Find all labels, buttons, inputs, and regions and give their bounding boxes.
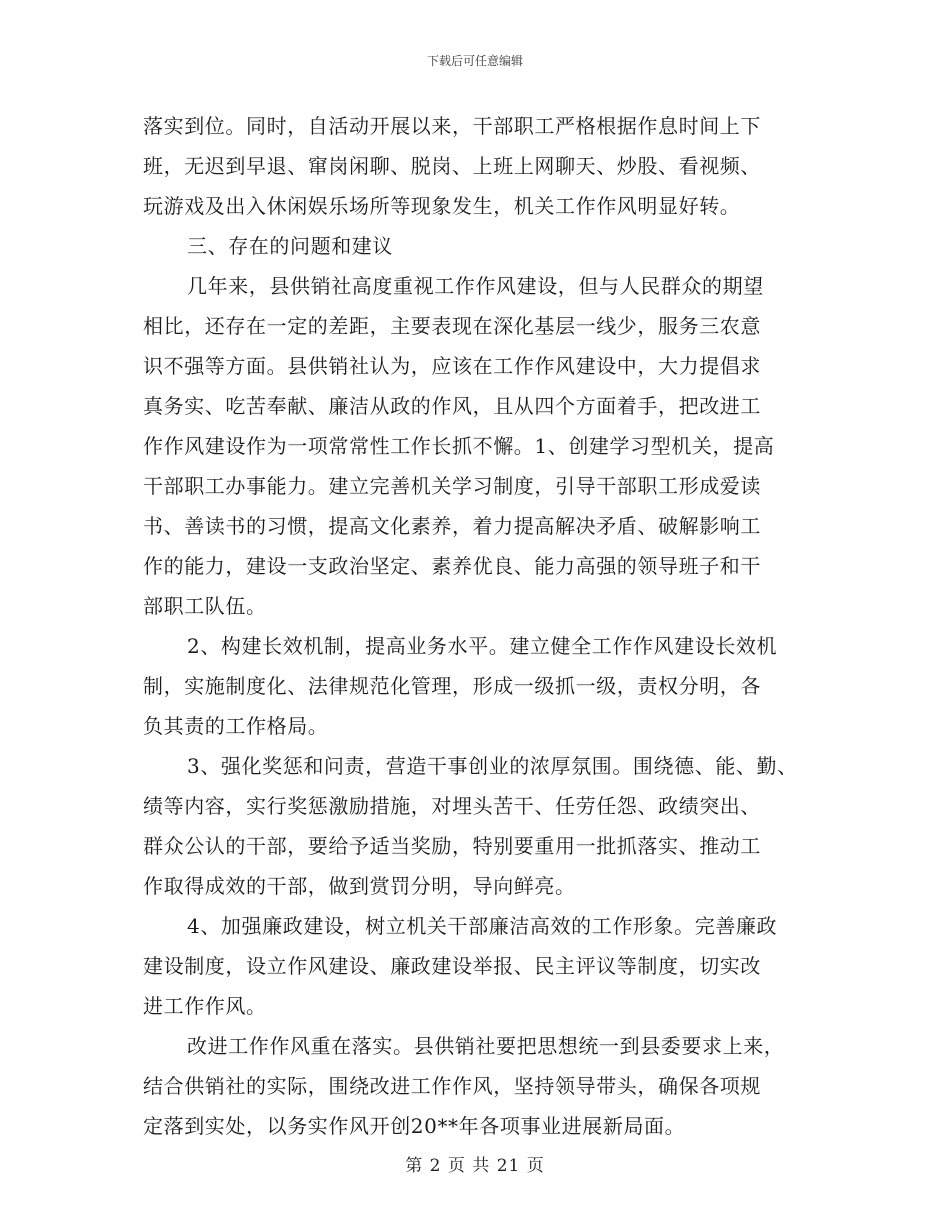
body-line: 群众公认的干部，要给予适当奖励，特别要重用一批抓落实、推动工 (143, 834, 761, 858)
body-line: 进工作作风。 (143, 994, 267, 1018)
body-line: 3、强化奖惩和问责，营造干事创业的浓厚氛围。围绕德、能、勤、 (187, 754, 798, 778)
body-line: 2、构建长效机制，提高业务水平。建立健全工作作风建设长效机 (187, 634, 778, 658)
body-line: 干部职工办事能力。建立完善机关学习制度，引导干部职工形成爱读 (143, 474, 761, 498)
body-line: 定落到实处，以务实作风开创20**年各项事业进展新局面。 (143, 1114, 686, 1138)
body-line: 作的能力，建设一支政治坚定、素养优良、能力高强的领导班子和干 (143, 554, 761, 578)
document-body (143, 106, 823, 1146)
body-line: 班，无迟到早退、窜岗闲聊、脱岗、上班上网聊天、炒股、看视频、 (143, 154, 761, 178)
body-line: 玩游戏及出入休闲娱乐场所等现象发生，机关工作作风明显好转。 (143, 194, 741, 218)
page-header-note: 下载后可任意编辑 (426, 54, 523, 68)
body-line: 改进工作作风重在落实。县供销社要把思想统一到县委要求上来， (187, 1034, 785, 1058)
body-line: 真务实、吃苦奉献、廉洁从政的作风，且从四个方面着手，把改进工 (143, 394, 761, 418)
body-line: 相比，还存在一定的差距，主要表现在深化基层一线少，服务三农意 (143, 314, 761, 338)
body-line: 绩等内容，实行奖惩激励措施，对埋头苦干、任劳任怨、政绩突出、 (143, 794, 761, 818)
body-line: 作取得成效的干部，做到赏罚分明，导向鲜亮。 (143, 874, 576, 898)
body-line: 识不强等方面。县供销社认为，应该在工作作风建设中，大力提倡求 (143, 354, 761, 378)
section-heading: 三、存在的问题和建议 (187, 234, 393, 258)
body-line: 落实到位。同时，自活动开展以来，干部职工严格根据作息时间上下 (143, 114, 761, 138)
page-number: 第 2 页 共 21 页 (405, 1156, 545, 1176)
body-line: 书、善读书的习惯，提高文化素养，着力提高解决矛盾、破解影响工 (143, 514, 761, 538)
body-line: 建设制度，设立作风建设、廉政建设举报、民主评议等制度，切实改 (143, 954, 761, 978)
body-line: 几年来，县供销社高度重视工作作风建设，但与人民群众的期望 (187, 274, 764, 298)
body-line: 负其责的工作格局。 (143, 714, 329, 738)
body-line: 4、加强廉政建设，树立机关干部廉洁高效的工作形象。完善廉政 (187, 914, 778, 938)
body-line: 结合供销社的实际，围绕改进工作作风，坚持领导带头，确保各项规 (143, 1074, 761, 1098)
body-line: 部职工队伍。 (143, 594, 267, 618)
body-line: 制，实施制度化、法律规范化管理，形成一级抓一级，责权分明，各 (143, 674, 761, 698)
body-line: 作作风建设作为一项常常性工作长抓不懈。1、创建学习型机关，提高 (143, 434, 775, 458)
